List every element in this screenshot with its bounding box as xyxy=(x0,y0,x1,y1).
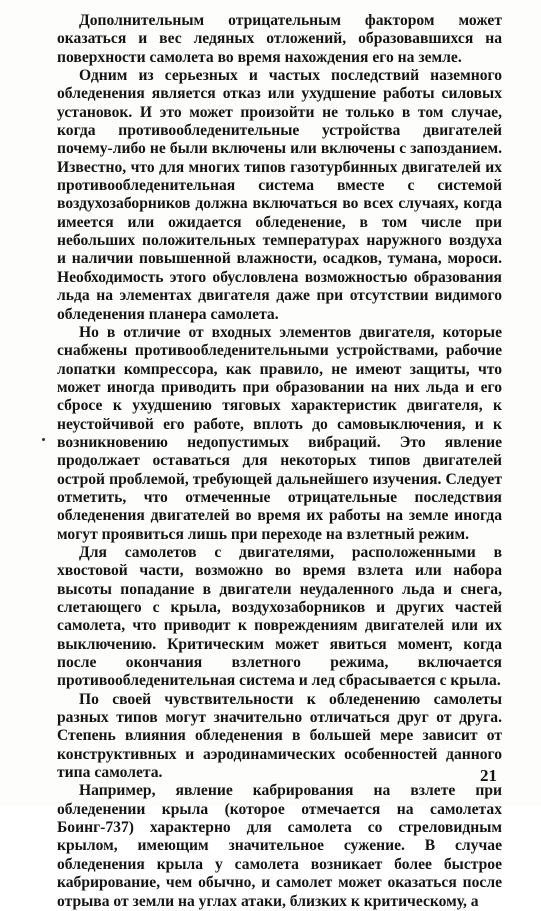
page-number: 21 xyxy=(480,766,497,785)
paragraph-6: Например, явление кабрирования на взлете при обледенении крыла (которое отмечается на самолетах Боинг-737) характерно для самолета со стреловидным крылом, имеющим значительное сужение. В случае обледенения крыла у самолета возникает более быстрое кабрирование, чем обычно, и самолет может оказаться после отрыва от земли на углах атаки, близких к критическому, а xyxy=(57,782,502,910)
paragraph-5: По своей чувствительности к обледенению самолеты разных типов могут значительно отличаться друг от друга. Степень влияния обледенения в большей мере зависит от конструктивных и аэродинамических особенностей данного типа самолета. xyxy=(57,690,502,782)
paragraph-1: Дополнительным отрицательным фактором может оказаться и вес ледяных отложений, образовавшихся на поверхности самолета во время нахождения его на земле. xyxy=(57,12,502,66)
paragraph-4: Для самолетов с двигателями, расположенными в хвостовой части, возможно во время взлета или набора высоты попадание в двигатели неудаленного льда и снега, слетающего с крыла, воздухозаборников и других частей самолета, что приводит к повреждениям двигателей или их выключению. Критическим может явиться момент, когда после окончания взлетного режима, включается противообледенительная система и лед сбрасывается с крыла. xyxy=(57,543,502,690)
print-speck xyxy=(42,438,45,441)
paragraph-3: Но в отличие от входных элементов двигателя, которые снабжены противообледенительными устройствами, рабочие лопатки компрессора, как правило, не имеют защиты, что может иногда приводить при образовании на них льда и его сбросе к ухудшению тяговых характеристик двигателя, к неустойчивой его работе, вплоть до самовыключения, и к возникновению недопустимых вибраций. Это явление продолжает оставаться для некоторых типов двигателей острой проблемой, требующей дальнейшего изучения. Следует отметить, что отмеченные отрицательные последствия обледенения двигателей во время их работы на земле иногда могут проявиться лишь при переходе на взлетный режим. xyxy=(57,323,502,543)
body-text xyxy=(57,12,502,911)
paragraph-2: Одним из серьезных и частых последствий наземного обледенения является отказ или ухудшение работы силовых установок. И это может произойти не только в том случае, когда противообледенительные устройства двигателей почему-либо не были включены или включены с запозданием. Известно, что для многих типов газотурбинных двигателей их противообледенительная система вместе с системой воздухозаборников должна включаться во всех случаях, когда имеется или ожидается обледенение, в том числе при небольших положительных температурах наружного воздуха и наличии повышенной влажности, осадков, тумана, мороси. Необходимость этого обусловлена возможностью образования льда на элементах двигателя даже при отсутствии видимого обледенения планера самолета. xyxy=(57,67,502,323)
